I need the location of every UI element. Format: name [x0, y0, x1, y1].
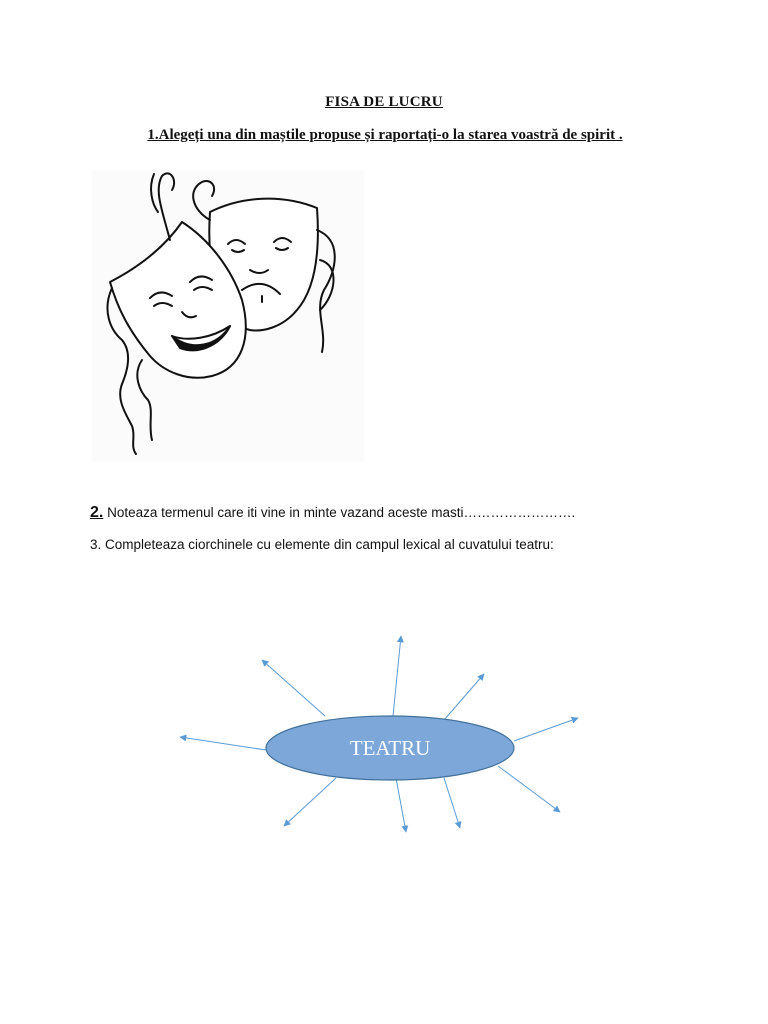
center-word: TEATRU [349, 735, 431, 760]
cluster-arrow [180, 737, 266, 750]
cluster-arrow [393, 636, 401, 716]
cluster-arrow [284, 778, 336, 826]
question-2 [90, 504, 575, 522]
cluster-arrow [514, 718, 578, 741]
cluster-arrow [396, 778, 406, 832]
question-2-text: Noteaza termenul care iti vine in minte vazand aceste masti……………………. [103, 505, 576, 520]
theatre-masks-icon [92, 170, 364, 462]
cluster-arrow [262, 660, 325, 716]
question-1: 1.Alegeți una din maștile propuse și raportați-o la starea voastră de spirit . [147, 127, 623, 143]
cluster-arrow [444, 674, 484, 720]
question-3: 3. Completeaza ciorchinele cu elemente din campul lexical al cuvatului teatru: [90, 537, 554, 552]
cluster-arrow [444, 778, 460, 828]
question-2-number: 2. [90, 504, 104, 521]
worksheet-title: FISA DE LUCRU [325, 94, 443, 110]
